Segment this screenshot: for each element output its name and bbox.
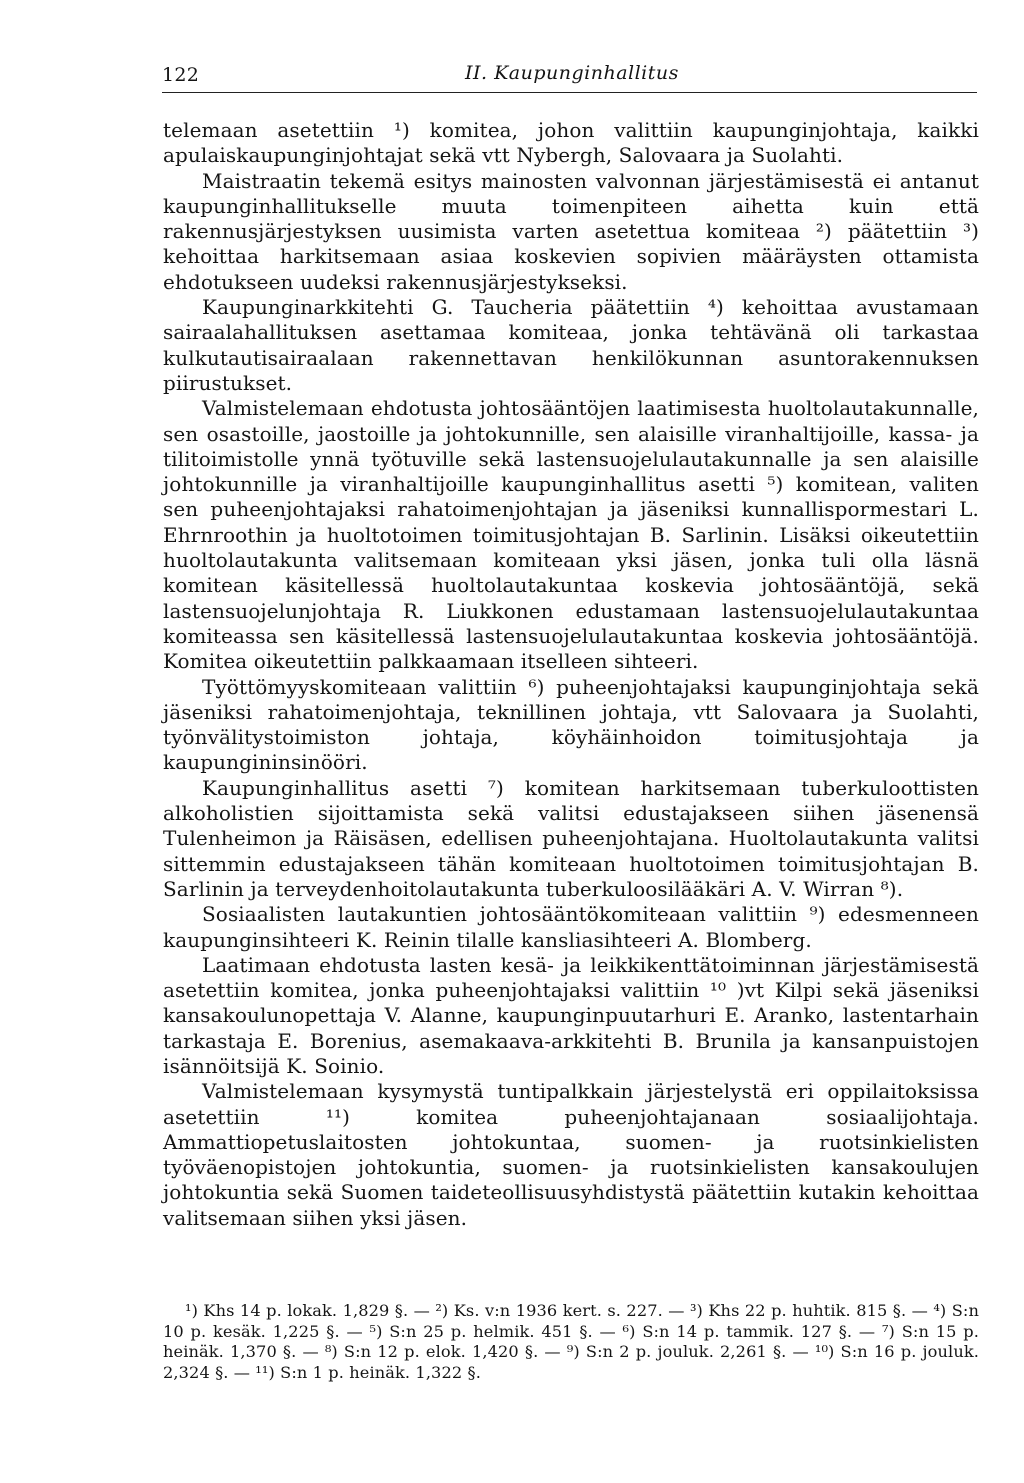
- paragraph-7: Sosiaalisten lautakuntien johtosääntökomiteaan valittiin ⁹) edesmenneen kaupunginsihteeri K. Reinin tilalle kansliasihteeri A. Blomberg.: [163, 902, 979, 952]
- paragraph-9: Valmistelemaan kysymystä tuntipalkkain järjestelystä eri oppilaitoksissa asetettiin ¹¹) komitea puheenjohtajanaan sosiaalijohtaja. Ammattiopetuslaitosten johtokuntaa, suomen- ja ruotsinkielisten työväenopistojen johtokuntia, suomen- ja ruotsinkielisten kansakoulujen johtokuntia sekä Suomen taideteollisuusyhdistystä päätettiin kutakin kehoittaa valitsemaan siihen yksi jäsen.: [163, 1079, 979, 1230]
- page-number: 122: [162, 64, 200, 86]
- running-header: [162, 62, 977, 93]
- footnote-text: ¹) Khs 14 p. lokak. 1,829 §. — ²) Ks. v:n 1936 kert. s. 227. — ³) Khs 22 p. huhtik. 815 §. — ⁴) S:n 10 p. kesäk. 1,225 §. — ⁵) S:n 25 p. helmik. 451 §. — ⁶) S:n 14 p. tammik. 127 §. — ⁷) S:n 15 p. heinäk. 1,370 §. — ⁸) S:n 12 p. elok. 1,420 §. — ⁹) S:n 2 p. jouluk. 2,261 §. — ¹⁰) S:n 16 p. jouluk. 2,324 §. — ¹¹) S:n 1 p. heinäk. 1,322 §.: [163, 1301, 979, 1382]
- paragraph-5: Työttömyyskomiteaan valittiin ⁶) puheenjohtajaksi kaupunginjohtaja sekä jäseniksi rahatoimenjohtaja, teknillinen johtaja, vtt Salovaara ja Suolahti, työnvälitystoimiston johtaja, köyhäinhoidon toimitusjohtaja ja kaupungininsinööri.: [163, 674, 979, 775]
- paragraph-4: Valmistelemaan ehdotusta johtosääntöjen laatimisesta huoltolautakunnalle, sen osastoille, jaostoille ja johtokunnille, sen alaisille viranhaltijoille, kassa- ja tilitoimistolle ynnä työtuville sekä lastensuojelulautakunnalle ja sen alaisille johtokunnille ja viranhaltijoille kaupunginhallitus asetti ⁵) komitean, valiten sen puheenjohtajaksi rahatoimenjohtajan ja jäseniksi kunnallispormestari L. Ehrnroothin ja huoltotoimen toimitusjohtajan B. Sarlinin. Lisäksi oikeutettiin huoltolautakunta valitsemaan komiteaan yksi jäsen, jonka tuli olla läsnä komitean käsitellessä huoltolautakuntaa koskevia johtosääntöjä, sekä lastensuojelunjohtaja R. Liukkonen edustamaan lastensuojelulautakuntaa komiteassa sen käsitellessä lastensuojelulautakuntaa koskevia johtosääntöjä. Komitea oikeutettiin palkkaamaan itselleen sihteeri.: [163, 396, 979, 674]
- paragraph-3: Kaupunginarkkitehti G. Taucheria päätettiin ⁴) kehoittaa avustamaan sairaalahallituksen asettamaa komiteaa, jonka tehtävänä oli tarkastaa kulkutautisairaalaan rakennettavan henkilökunnan asuntorakennuksen piirustukset.: [163, 295, 979, 395]
- section-title: II. Kaupunginhallitus: [465, 62, 679, 84]
- paragraph-6: Kaupunginhallitus asetti ⁷) komitean harkitsemaan tuberkuloottisten alkoholistien sijoittamista sekä valitsi edustajakseen siihen jäsenensä Tulenheimon ja Räisäsen, edellisen puheenjohtajana. Huoltolautakunta valitsi sittemmin edustajakseen tähän komiteaan huoltotoimen toimitusjohtajan B. Sarlinin ja terveydenhoitolautakunta tuberkuloosilääkäri A. V. Wirran ⁸).: [163, 775, 979, 901]
- paragraph-2: Maistraatin tekemä esitys mainosten valvonnan järjestämisestä ei antanut kaupunginhallitukselle muuta toimenpiteen aihetta kuin että rakennusjärjestyksen uusimista varten asetettua komiteaa ²) päätettiin ³) kehoittaa harkitsemaan asiaa koskevien sopivien määräysten ottamista ehdotukseen uudeksi rakennusjärjestykseksi.: [163, 168, 979, 294]
- paragraph-8: Laatimaan ehdotusta lasten kesä- ja leikkikenttätoiminnan järjestämisestä asetettiin komitea, jonka puheenjohtajaksi valittiin ¹⁰ )vt Kilpi sekä jäseniksi kansakoulunopettaja V. Alanne, kaupunginpuutarhuri E. Aranko, lastentarhain tarkastaja E. Borenius, asemakaava-arkkitehti B. Brunila ja kansanpuistojen isännöitsijä K. Soinio.: [163, 952, 979, 1078]
- footnotes: [163, 1301, 979, 1383]
- body-text: [163, 118, 979, 1231]
- paragraph-1: telemaan asetettiin ¹) komitea, johon valittiin kaupunginjohtaja, kaikki apulaiskaupunginjohtajat sekä vtt Nybergh, Salovaara ja Suolahti.: [163, 118, 979, 168]
